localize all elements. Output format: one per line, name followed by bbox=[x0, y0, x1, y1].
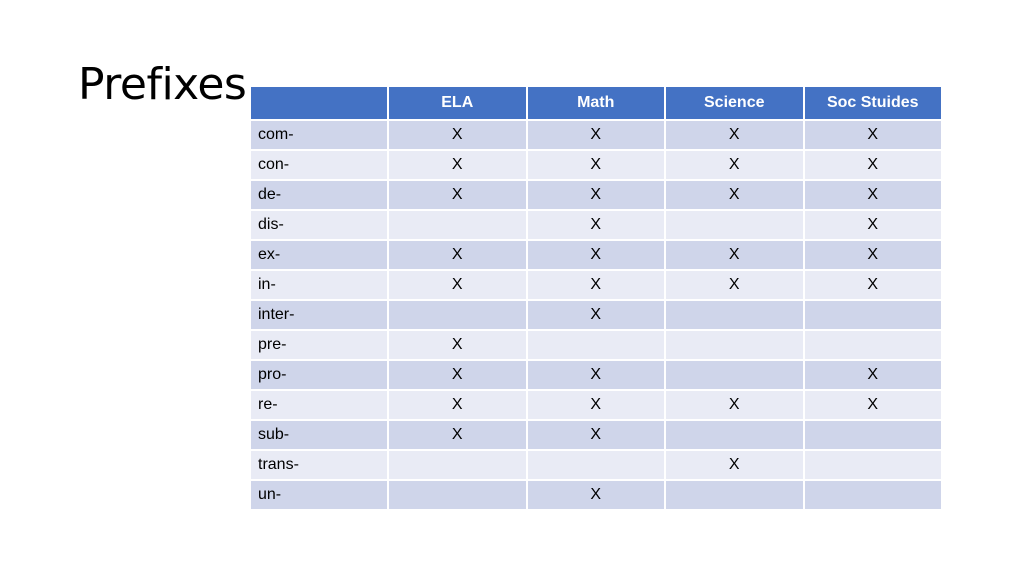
mark-cell-soc-studies: X bbox=[804, 240, 943, 270]
header-cell-science: Science bbox=[665, 86, 804, 120]
mark-cell-science bbox=[665, 300, 804, 330]
mark-cell-ela bbox=[388, 480, 527, 510]
mark-cell-math: X bbox=[527, 360, 666, 390]
table-row bbox=[250, 480, 942, 510]
prefix-cell: de- bbox=[250, 180, 388, 210]
mark-cell-math bbox=[527, 330, 666, 360]
table-row bbox=[250, 240, 942, 270]
table-row bbox=[250, 270, 942, 300]
mark-cell-math bbox=[527, 450, 666, 480]
table-row bbox=[250, 180, 942, 210]
mark-cell-math: X bbox=[527, 420, 666, 450]
prefix-cell: in- bbox=[250, 270, 388, 300]
mark-cell-soc-studies: X bbox=[804, 150, 943, 180]
prefix-cell: re- bbox=[250, 390, 388, 420]
mark-cell-ela: X bbox=[388, 150, 527, 180]
prefix-cell: com- bbox=[250, 120, 388, 150]
table-row bbox=[250, 450, 942, 480]
table-row bbox=[250, 150, 942, 180]
mark-cell-soc-studies bbox=[804, 480, 943, 510]
mark-cell-math: X bbox=[527, 210, 666, 240]
mark-cell-soc-studies: X bbox=[804, 360, 943, 390]
mark-cell-math: X bbox=[527, 300, 666, 330]
mark-cell-science bbox=[665, 360, 804, 390]
mark-cell-soc-studies bbox=[804, 420, 943, 450]
mark-cell-science: X bbox=[665, 120, 804, 150]
prefix-cell: sub- bbox=[250, 420, 388, 450]
table-row bbox=[250, 210, 942, 240]
mark-cell-science: X bbox=[665, 240, 804, 270]
prefix-cell: inter- bbox=[250, 300, 388, 330]
mark-cell-science bbox=[665, 330, 804, 360]
table-row bbox=[250, 360, 942, 390]
mark-cell-ela: X bbox=[388, 120, 527, 150]
slide-title: Prefixes bbox=[78, 59, 247, 110]
mark-cell-math: X bbox=[527, 390, 666, 420]
header-cell-math: Math bbox=[527, 86, 666, 120]
mark-cell-ela bbox=[388, 300, 527, 330]
mark-cell-ela: X bbox=[388, 390, 527, 420]
header-cell-prefix bbox=[250, 86, 388, 120]
prefix-cell: dis- bbox=[250, 210, 388, 240]
mark-cell-science bbox=[665, 210, 804, 240]
mark-cell-science bbox=[665, 480, 804, 510]
mark-cell-math: X bbox=[527, 480, 666, 510]
mark-cell-ela: X bbox=[388, 420, 527, 450]
prefix-cell: pro- bbox=[250, 360, 388, 390]
mark-cell-soc-studies: X bbox=[804, 270, 943, 300]
mark-cell-soc-studies bbox=[804, 300, 943, 330]
mark-cell-science: X bbox=[665, 390, 804, 420]
prefix-cell: ex- bbox=[250, 240, 388, 270]
mark-cell-soc-studies: X bbox=[804, 120, 943, 150]
table-row bbox=[250, 330, 942, 360]
mark-cell-soc-studies: X bbox=[804, 210, 943, 240]
table-row bbox=[250, 420, 942, 450]
mark-cell-soc-studies bbox=[804, 450, 943, 480]
table-row bbox=[250, 300, 942, 330]
prefix-table bbox=[249, 85, 943, 511]
mark-cell-math: X bbox=[527, 150, 666, 180]
mark-cell-science: X bbox=[665, 180, 804, 210]
mark-cell-ela bbox=[388, 450, 527, 480]
header-cell-soc-studies: Soc Stuides bbox=[804, 86, 943, 120]
table-row bbox=[250, 390, 942, 420]
mark-cell-science: X bbox=[665, 450, 804, 480]
mark-cell-science: X bbox=[665, 150, 804, 180]
mark-cell-ela: X bbox=[388, 240, 527, 270]
mark-cell-soc-studies: X bbox=[804, 180, 943, 210]
mark-cell-ela: X bbox=[388, 270, 527, 300]
header-cell-ela: ELA bbox=[388, 86, 527, 120]
mark-cell-math: X bbox=[527, 270, 666, 300]
prefix-cell: pre- bbox=[250, 330, 388, 360]
mark-cell-math: X bbox=[527, 120, 666, 150]
mark-cell-ela: X bbox=[388, 330, 527, 360]
mark-cell-ela: X bbox=[388, 360, 527, 390]
mark-cell-soc-studies bbox=[804, 330, 943, 360]
mark-cell-science bbox=[665, 420, 804, 450]
prefix-cell: un- bbox=[250, 480, 388, 510]
prefix-cell: con- bbox=[250, 150, 388, 180]
table-body bbox=[250, 120, 942, 510]
header-row bbox=[250, 86, 942, 120]
prefix-cell: trans- bbox=[250, 450, 388, 480]
mark-cell-math: X bbox=[527, 240, 666, 270]
table-header bbox=[250, 86, 942, 120]
mark-cell-science: X bbox=[665, 270, 804, 300]
mark-cell-ela bbox=[388, 210, 527, 240]
mark-cell-math: X bbox=[527, 180, 666, 210]
mark-cell-soc-studies: X bbox=[804, 390, 943, 420]
mark-cell-ela: X bbox=[388, 180, 527, 210]
table-row bbox=[250, 120, 942, 150]
